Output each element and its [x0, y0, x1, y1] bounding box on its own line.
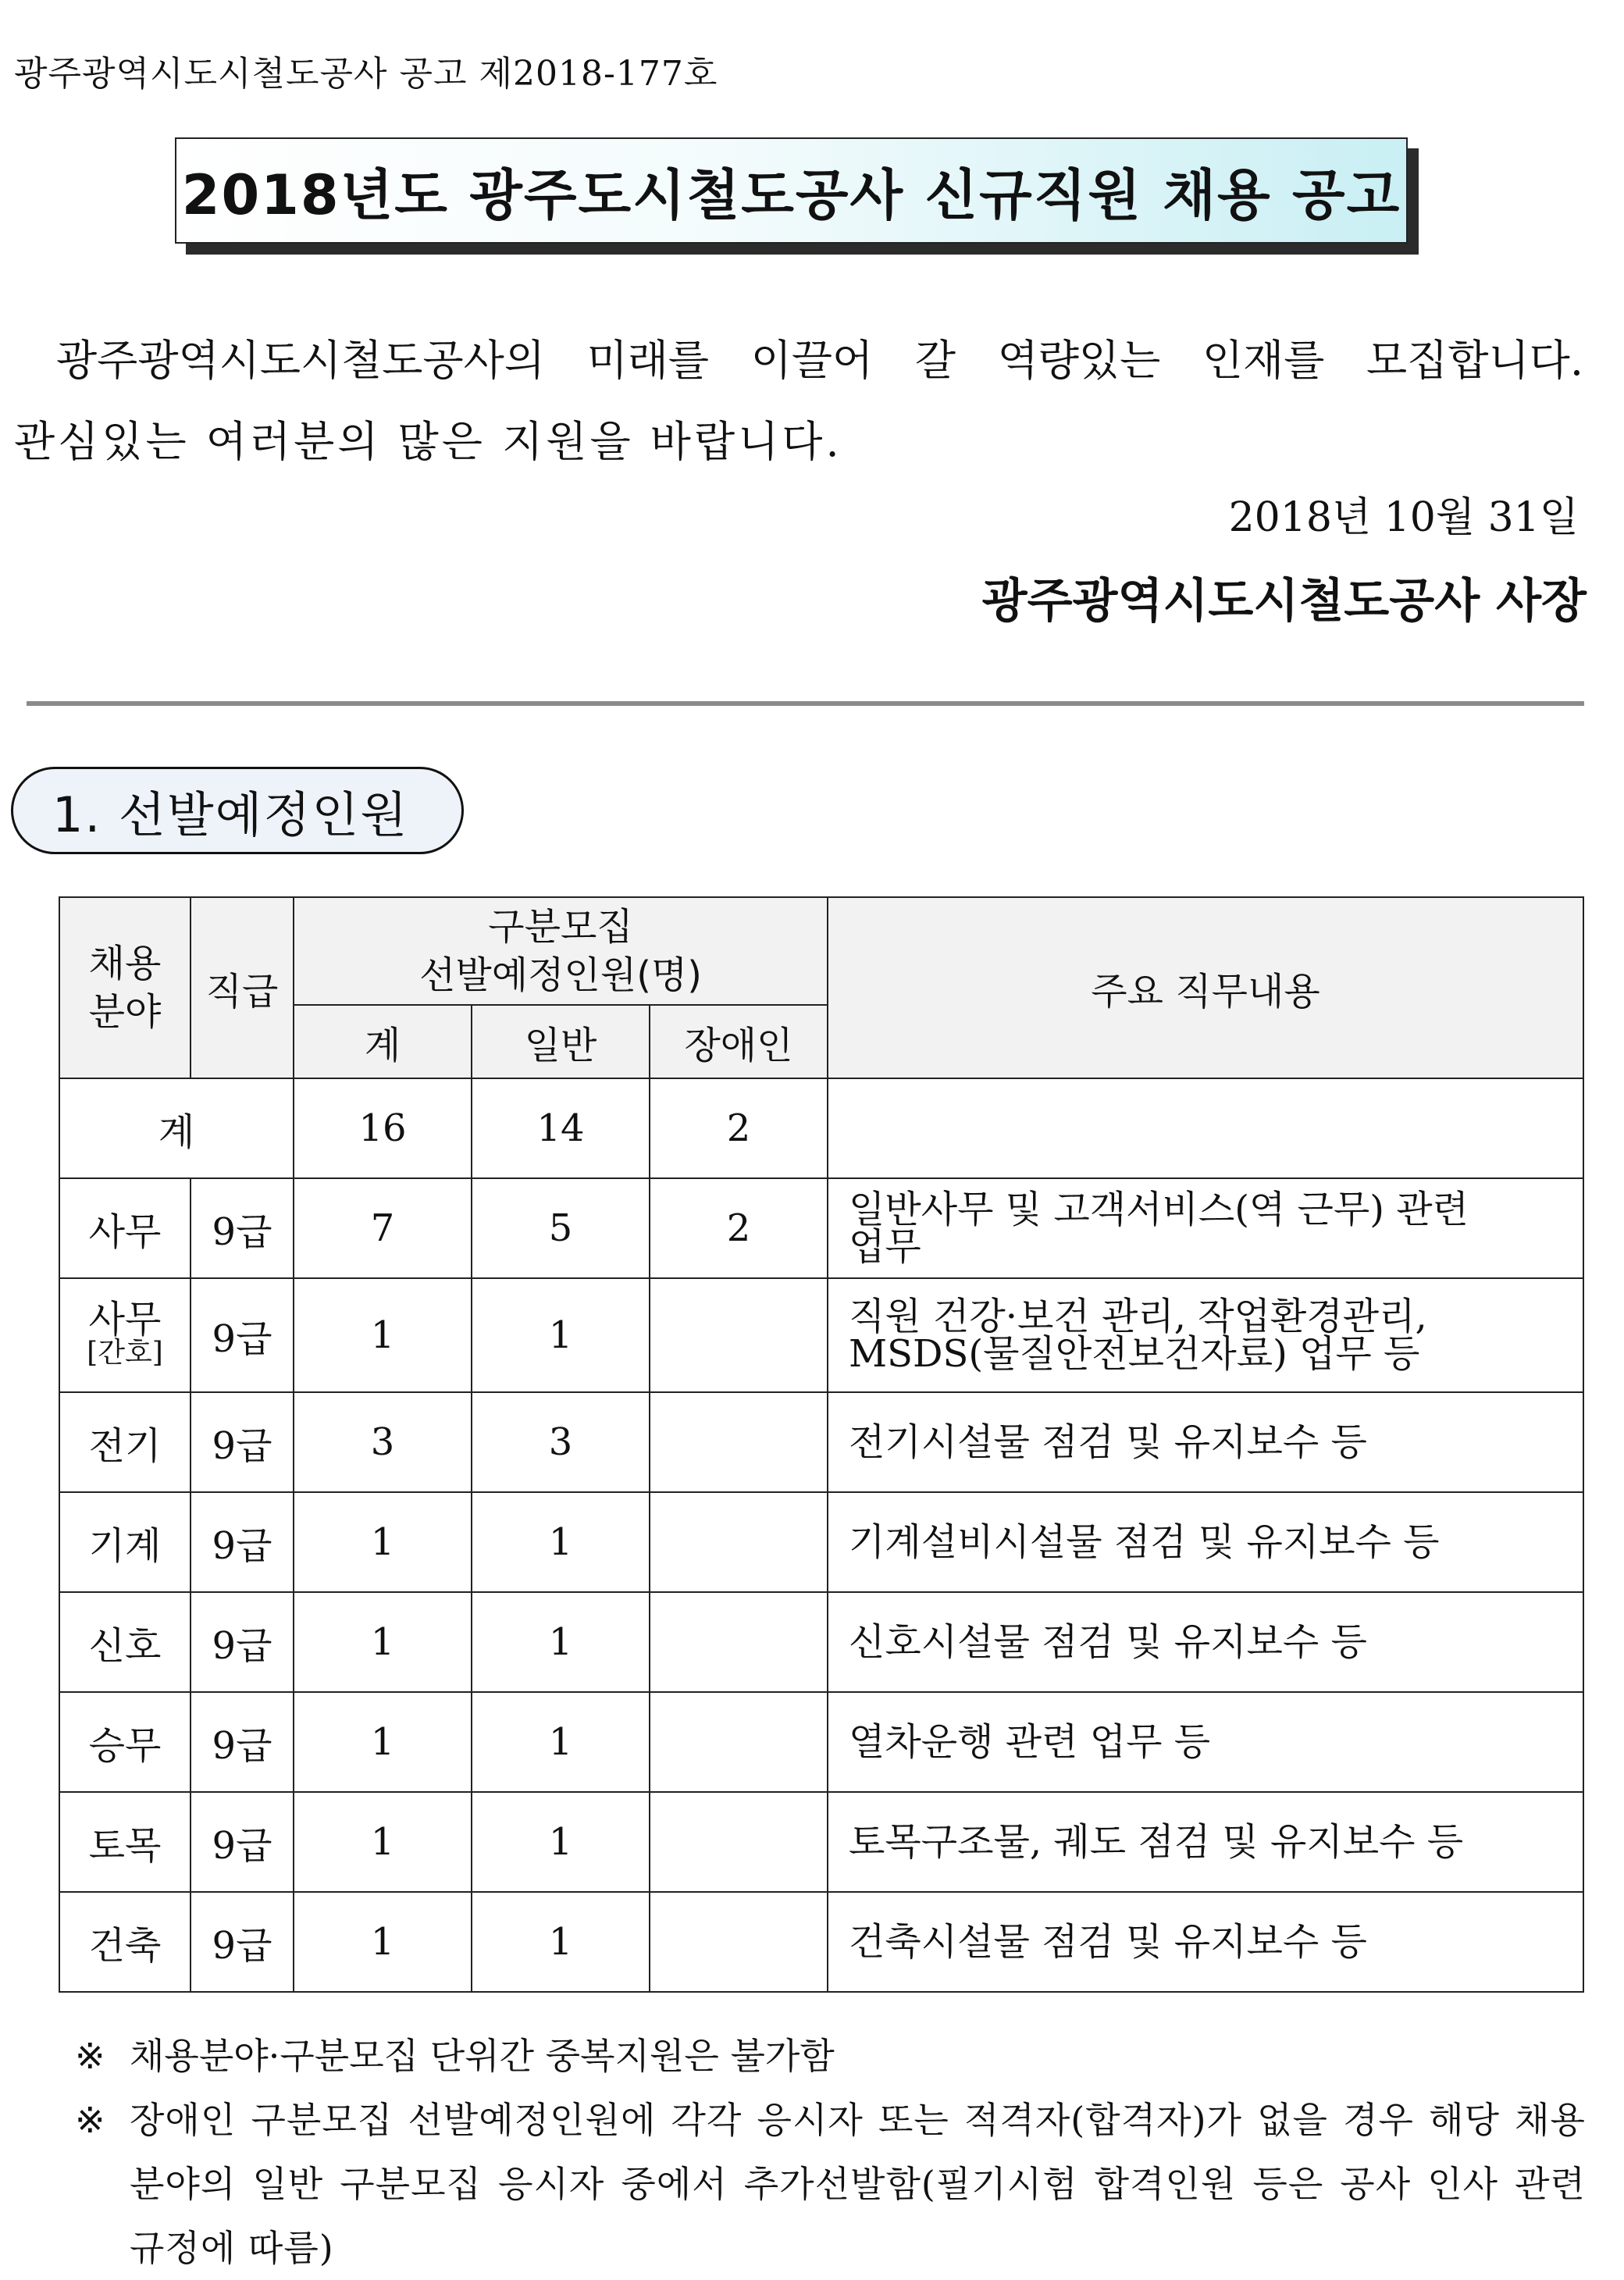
header-group-l1: 구분모집 [488, 905, 633, 949]
row-disabled: 2 [650, 1178, 828, 1278]
row-duty: 기계설비시설물 점검 및 유지보수 등 [828, 1492, 1583, 1592]
header-duty: 주요 직무내용 [828, 897, 1583, 1078]
row-field: 기계 [59, 1492, 191, 1592]
header-field-l1: 채용 [88, 942, 162, 985]
row-total: 3 [294, 1392, 472, 1492]
row-total: 1 [294, 1592, 472, 1692]
header-general: 일반 [472, 1005, 650, 1078]
header-field [59, 897, 191, 1078]
table-row [59, 1792, 1583, 1892]
row-general: 3 [472, 1392, 650, 1492]
header-group-l2: 선발예정인원(명) [418, 953, 703, 997]
table-total-row [59, 1078, 1583, 1178]
table-row [59, 1492, 1583, 1592]
total-disabled: 2 [650, 1078, 828, 1178]
row-grade: 9급 [191, 1178, 294, 1278]
row-duty: 건축시설물 점검 및 유지보수 등 [828, 1892, 1583, 1992]
row-grade: 9급 [191, 1692, 294, 1792]
notice-number: 광주광역시도시철도공사 공고 제2018-177호 [14, 54, 718, 94]
row-disabled [650, 1392, 828, 1492]
row-disabled [650, 1492, 828, 1592]
row-field: 전기 [59, 1392, 191, 1492]
row-total: 7 [294, 1178, 472, 1278]
row-field-sub: [간호] [87, 1337, 163, 1369]
row-duty: 전기시설물 점검 및 유지보수 등 [828, 1392, 1583, 1492]
total-count: 16 [294, 1078, 472, 1178]
row-disabled [650, 1892, 828, 1992]
announcement-title [175, 137, 1408, 244]
table-row [59, 1278, 1583, 1392]
announcement-title-text: 2018년도 광주도시철도공사 신규직원 채용 공고 [181, 162, 1401, 227]
row-general: 1 [472, 1792, 650, 1892]
divider [27, 701, 1584, 706]
row-total: 1 [294, 1692, 472, 1792]
row-field: 사무 [59, 1178, 191, 1278]
header-group [294, 897, 828, 1005]
table-row [59, 1692, 1583, 1792]
row-total: 1 [294, 1492, 472, 1592]
row-duty: 신호시설물 점검 및 유지보수 등 [828, 1592, 1583, 1692]
section-heading-1 [11, 767, 464, 854]
header-total: 계 [294, 1005, 472, 1078]
note-1-text: 채용분야·구분모집 단위간 중복지원은 불가함 [130, 2035, 835, 2077]
row-disabled [650, 1792, 828, 1892]
row-general: 1 [472, 1692, 650, 1792]
row-grade: 9급 [191, 1892, 294, 1992]
row-general: 1 [472, 1492, 650, 1592]
row-total: 1 [294, 1892, 472, 1992]
row-field: 승무 [59, 1692, 191, 1792]
row-grade: 9급 [191, 1592, 294, 1692]
row-disabled [650, 1592, 828, 1692]
row-general: 5 [472, 1178, 650, 1278]
row-field-main: 사무 [88, 1298, 162, 1341]
row-disabled [650, 1692, 828, 1792]
row-duty-l2: MSDS(물질안전보건자료) 업무 등 [849, 1332, 1420, 1376]
intro-line-2: 관심있는 여러분의 많은 지원을 바랍니다. [14, 417, 842, 466]
row-disabled [650, 1278, 828, 1392]
row-field: 신호 [59, 1592, 191, 1692]
row-grade: 9급 [191, 1392, 294, 1492]
note-2 [75, 2088, 1586, 2280]
issuer: 광주광역시도시철도공사 사장 [981, 574, 1587, 629]
row-duty [828, 1178, 1583, 1278]
row-general: 1 [472, 1278, 650, 1392]
note-2-text: 장애인 구분모집 선발예정인원에 각각 응시자 또는 적격자(합격자)가 없을 경우 해당 채용분야의 일반 구분모집 응시자 중에서 추가선발함(필기시험 합격인원 등은 공사 인사 관련 규정에 따름) [130, 2099, 1586, 2269]
table-row [59, 1178, 1583, 1278]
note-mark: ※ [75, 2099, 106, 2141]
row-grade: 9급 [191, 1492, 294, 1592]
row-field: 토목 [59, 1792, 191, 1892]
row-general: 1 [472, 1592, 650, 1692]
header-disabled: 장애인 [650, 1005, 828, 1078]
row-total: 1 [294, 1278, 472, 1392]
header-grade: 직급 [191, 897, 294, 1078]
header-field-l2: 분야 [88, 990, 162, 1034]
table-row [59, 1392, 1583, 1492]
row-duty-l1: 직원 건강·보건 관리, 작업환경관리, [849, 1295, 1427, 1338]
recruitment-table [59, 896, 1584, 1993]
total-duty [828, 1078, 1583, 1178]
row-duty-l1: 일반사무 및 고객서비스(역 근무) 관련 [849, 1188, 1469, 1231]
row-total: 1 [294, 1792, 472, 1892]
notes [75, 2024, 1586, 2280]
row-general: 1 [472, 1892, 650, 1992]
announcement-date: 2018년 10월 31일 [1228, 494, 1579, 541]
total-label: 계 [59, 1078, 294, 1178]
row-grade: 9급 [191, 1278, 294, 1392]
intro-line-1: 광주광역시도시철도공사의 미래를 이끌어 갈 역량있는 인재를 모집합니다. [56, 336, 1583, 385]
section-heading-text: 1. 선발예정인원 [52, 786, 409, 843]
row-field [59, 1278, 191, 1392]
row-duty-l2: 업무 [849, 1225, 921, 1269]
intro-paragraph [14, 320, 1583, 483]
row-duty: 토목구조물, 궤도 점검 및 유지보수 등 [828, 1792, 1583, 1892]
row-field: 건축 [59, 1892, 191, 1992]
note-mark: ※ [75, 2035, 105, 2077]
total-general: 14 [472, 1078, 650, 1178]
row-grade: 9급 [191, 1792, 294, 1892]
row-duty [828, 1278, 1583, 1392]
note-1 [75, 2024, 1586, 2088]
row-duty: 열차운행 관련 업무 등 [828, 1692, 1583, 1792]
table-row [59, 1892, 1583, 1992]
table-row [59, 1592, 1583, 1692]
